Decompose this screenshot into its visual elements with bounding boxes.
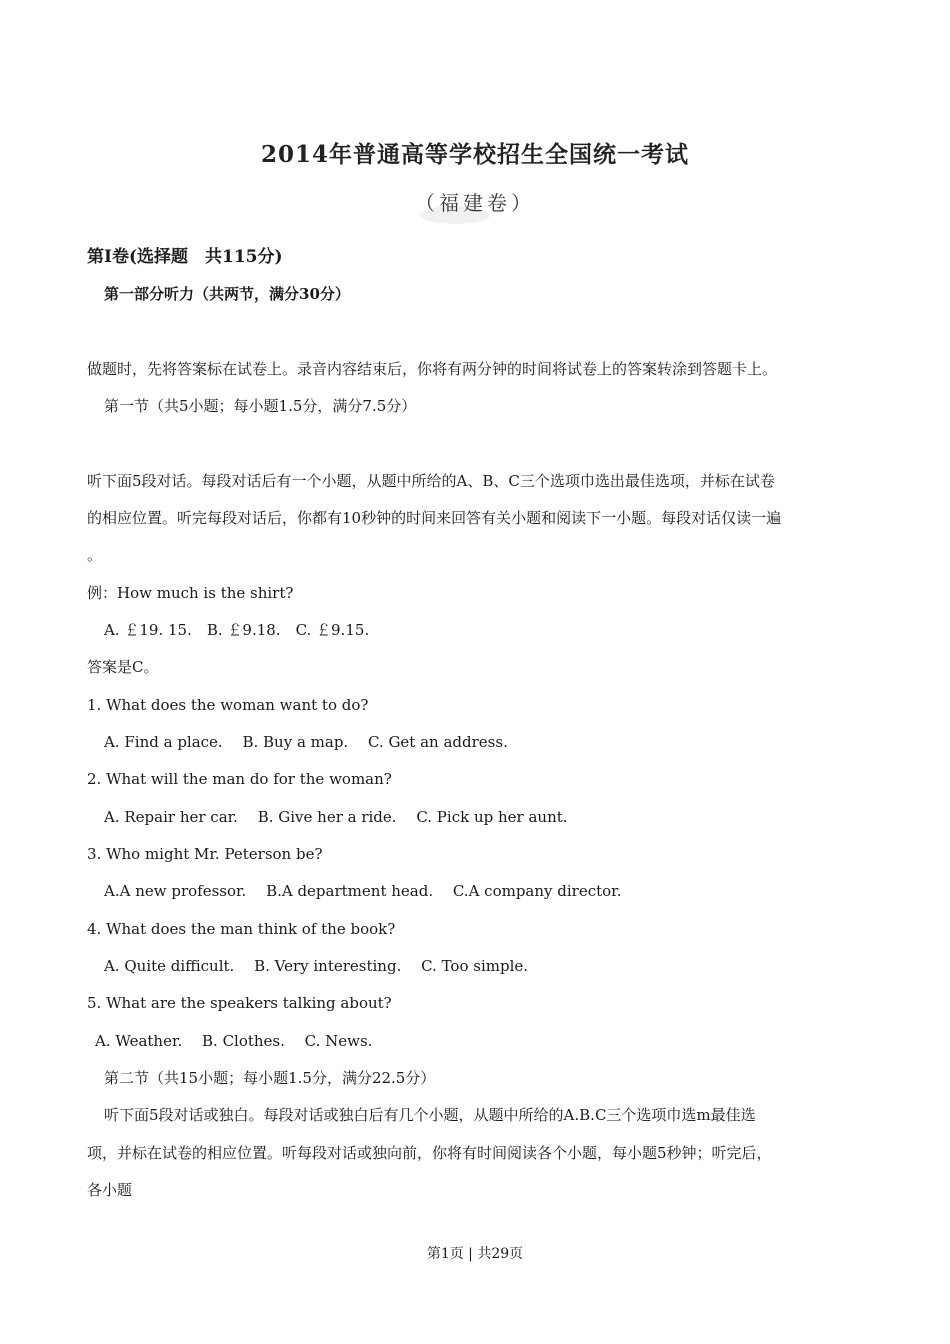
question-1-options: A. Find a place. B. Buy a map. C. Get an address. xyxy=(104,733,508,751)
section2-directions-line: 项，并标在试卷的相应位置。听每段对话或独向前，你将有时间阅读各个小题，每小题5秒钟；听完后， xyxy=(87,1144,772,1162)
section1-directions-line: 。 xyxy=(87,546,103,564)
page-footer: 第1页 | 共29页 xyxy=(426,1246,524,1262)
section1-directions-line: 的相应位置。听完每段对话后，你都有10秒钟的时间来回答有关小题和阅读下一小题。每段对话仅读一遍 xyxy=(87,509,782,527)
question-4: 4. What does the man think of the book? xyxy=(87,920,396,938)
section1-heading: 第一节（共5小题；每小题1.5分，满分7.5分） xyxy=(104,397,417,415)
section1-directions-line: 听下面5段对话。每段对话后有一个小题，从题中所给的A、B、C三个选项巾选出最佳选项，并标在试卷 xyxy=(87,472,775,490)
example-answer: 答案是C。 xyxy=(87,658,159,676)
question-3-options: A.A new professor. B.A department head. C.A company director. xyxy=(104,882,622,900)
question-2-options: A. Repair her car. B. Give her a ride. C. Pick up her aunt. xyxy=(104,808,568,826)
exam-title: 2014年普通高等学校招生全国统一考试 xyxy=(260,141,689,168)
example-question: 例：How much is the shirt? xyxy=(87,584,294,602)
instructions: 做题时，先将答案标在试卷上。录音内容结束后，你将有两分钟的时间将试卷上的答案转涂到答题卡上。 xyxy=(87,360,778,378)
section2-directions-line: 听下面5段对话或独白。每段对话或独白后有几个小题，从题中所给的A.B.C三个选项巾选m最佳选 xyxy=(104,1106,756,1124)
section2-directions-line: 各小题 xyxy=(87,1181,133,1199)
part1-heading: 第一部分听力（共两节，满分30分） xyxy=(104,285,350,303)
section2-heading: 第二节（共15小题；每小题1.5分，满分22.5分） xyxy=(104,1069,436,1087)
question-2: 2. What will the man do for the woman? xyxy=(87,770,392,788)
question-1: 1. What does the woman want to do? xyxy=(87,696,369,714)
question-5: 5. What are the speakers talking about? xyxy=(87,994,392,1012)
example-options: A. ￡19. 15. B. ￡9.18. C. ￡9.15. xyxy=(104,621,370,639)
question-4-options: A. Quite difficult. B. Very interesting. C. Too simple. xyxy=(104,957,529,975)
exam-subtitle: （福建卷） xyxy=(415,191,535,215)
question-3: 3. Who might Mr. Peterson be? xyxy=(87,845,323,863)
volume-heading: 第Ⅰ卷(选择题 共115分) xyxy=(87,247,283,267)
question-5-options: A. Weather. B. Clothes. C. News. xyxy=(95,1032,373,1050)
